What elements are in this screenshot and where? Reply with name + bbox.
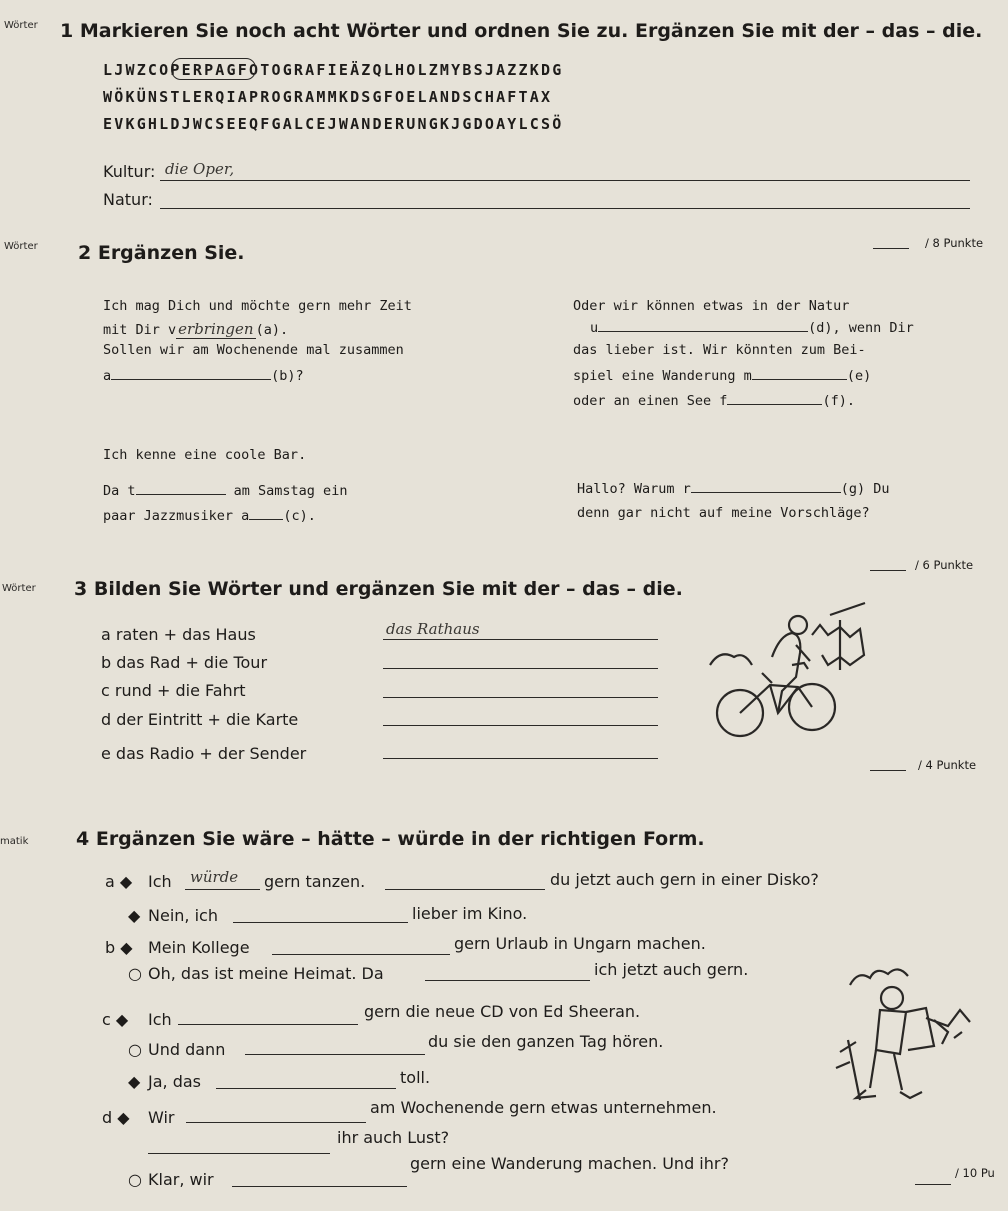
blank-c[interactable] [249,519,283,520]
dialog-marker-a-reply: ◆ [128,906,141,925]
dialog-marker-d: d ◆ [102,1108,130,1127]
dialog-d-reply-pre: Klar, wir [148,1170,214,1189]
points-ex3: / 4 Punkte [918,758,977,772]
compound-item-b: b das Rad + die Tour [101,653,268,672]
dialog-marker-a: a ◆ [105,872,133,891]
compound-item-e: e das Radio + der Sender [101,744,307,763]
compound-item-d: d der Eintritt + die Karte [101,710,299,729]
dialog-c-post: gern die neue CD von Ed Sheeran. [364,1002,641,1021]
dialog-marker-b: b ◆ [105,938,133,957]
answer-line-b[interactable] [383,668,658,669]
letter-left2-line-2: Da t am Samstag ein [103,483,348,499]
points-ex4: / 10 Pu [955,1166,995,1180]
letter-right-line-1: Oder wir können etwas in der Natur [573,298,850,314]
dialog-marker-c-reply: ○ [128,1040,142,1059]
letter-left-line-4: a (b)? [103,368,304,384]
letter-right2-line-2: denn gar nicht auf meine Vorschläge? [577,505,870,521]
answer-a: erbringen [178,320,254,338]
kultur-label: Kultur: [103,162,156,181]
letter-left2-line-1: Ich kenne eine coole Bar. [103,447,307,463]
blank-d[interactable] [598,331,808,332]
blank-d2[interactable] [148,1153,330,1154]
points-ex2: / 6 Punkte [915,558,974,572]
exercise-4-title: 4 Ergänzen Sie wäre – hätte – würde in der richtigen Form. [76,828,705,850]
points-ex1: / 8 Punkte [925,236,984,250]
score-line-2a[interactable] [873,248,909,249]
letter-right-line-4: spiel eine Wanderung m (e) [573,368,872,384]
answer-line-d[interactable] [383,725,658,726]
blank-c2[interactable] [245,1054,425,1055]
answer-line-a[interactable] [383,639,658,640]
answer-line-e[interactable] [383,758,658,759]
letter-right-line-2: u (d), wenn Dir [590,320,914,336]
circled-word-oper [171,58,256,80]
blank-a2[interactable] [385,889,545,890]
letter-left2-line-3: paar Jazzmusiker a (c). [103,508,316,524]
dialog-c-pre: Ich [148,1010,172,1029]
letter-grid-row-3: EVKGHLDJWCSEEQFGALCEJWANDERUNGKJGDOAYLCSÖ [103,115,564,133]
blank-d1[interactable] [186,1122,366,1123]
letter-right2-line-1: Hallo? Warum r (g) Du [577,481,890,497]
blank-g[interactable] [691,492,841,493]
blank-d3[interactable] [232,1186,407,1187]
dialog-d-second: ihr auch Lust? [337,1128,450,1147]
blank-f[interactable] [727,404,822,405]
natur-label: Natur: [103,190,153,209]
letter-grid-row-2: WÖKÜNSTLERQIAPROGRAMMKDSGFOELANDSCHAFTAX [103,88,553,106]
letter-grid-row-1: LJWZCOPERPAGFOTOGRAFIEÄZQLHOLZMYBSJAZZKDG [103,61,564,79]
score-line-3[interactable] [870,770,906,771]
dialog-a-post: du jetzt auch gern in einer Disko? [550,870,819,889]
score-line-2[interactable] [870,570,906,571]
dialog-d-reply-post: gern eine Wanderung machen. Und ihr? [410,1154,729,1173]
letter-right-line-3: das lieber ist. Wir könnten zum Bei- [573,342,866,358]
dialog-a-mid: gern tanzen. [264,872,366,891]
dialog-c-reply-post: du sie den ganzen Tag hören. [428,1032,664,1051]
dialog-b-reply-pre: Oh, das ist meine Heimat. Da [148,964,384,983]
blank-b1[interactable] [272,954,450,955]
side-label-2: Wörter [4,241,38,252]
letter-left-line-2: mit Dir v erbringen (a). [103,320,289,338]
natur-line[interactable] [160,208,970,209]
side-label-4: matik [0,836,29,847]
dialog-b-pre: Mein Kollege [148,938,250,957]
cyclist-illustration [700,595,870,755]
letter-left-line-3: Sollen wir am Wochenende mal zusammen [103,342,404,358]
answer-a1: würde [190,868,239,886]
blank-b2[interactable] [425,980,590,981]
blank-b[interactable] [111,379,271,380]
dialog-a-reply-post: lieber im Kino. [412,904,528,923]
dialog-a-pre: Ich [148,872,172,891]
exercise-2-title: 2 Ergänzen Sie. [78,242,245,264]
side-label-3: Wörter [2,583,36,594]
letter-right-line-5: oder an einen See f (f). [573,393,855,409]
side-label-1: Wörter [4,20,38,31]
exercise-1-title: 1 Markieren Sie noch acht Wörter und ordnen Sie zu. Ergänzen Sie mit der – das – die. [60,20,983,42]
answer-line-c[interactable] [383,697,658,698]
exercise-3-title: 3 Bilden Sie Wörter und ergänzen Sie mit der – das – die. [74,578,683,600]
dialog-marker-d-reply: ○ [128,1170,142,1189]
blank-a1[interactable] [185,889,260,890]
dialog-d-pre: Wir [148,1108,175,1127]
blank-a3[interactable] [233,922,408,923]
kultur-answer: die Oper, [165,160,235,178]
dialog-d-post: am Wochenende gern etwas unternehmen. [370,1098,717,1117]
dialog-c-answer-post: toll. [400,1068,431,1087]
dialog-b-reply-post: ich jetzt auch gern. [594,960,749,979]
letter-left-line-1: Ich mag Dich und möchte gern mehr Zeit [103,298,412,314]
compound-item-c: c rund + die Fahrt [101,681,246,700]
dialog-c-answer-pre: Ja, das [148,1072,201,1091]
dialog-marker-c: c ◆ [102,1010,129,1029]
blank-c3[interactable] [216,1088,396,1089]
dialog-marker-c-answer: ◆ [128,1072,141,1091]
hiker-illustration [830,940,980,1115]
answer-a-text: das Rathaus [386,620,480,638]
dialog-c-reply-pre: Und dann [148,1040,226,1059]
blank-e[interactable] [752,379,847,380]
score-line-4[interactable] [915,1184,951,1185]
dialog-b-post: gern Urlaub in Ungarn machen. [454,934,706,953]
blank-c1[interactable] [178,1024,358,1025]
dialog-marker-b-reply: ○ [128,964,142,983]
compound-item-a: a raten + das Haus [101,625,256,644]
dialog-a-reply-pre: Nein, ich [148,906,218,925]
kultur-line[interactable] [160,180,970,181]
blank-t[interactable] [136,494,226,495]
